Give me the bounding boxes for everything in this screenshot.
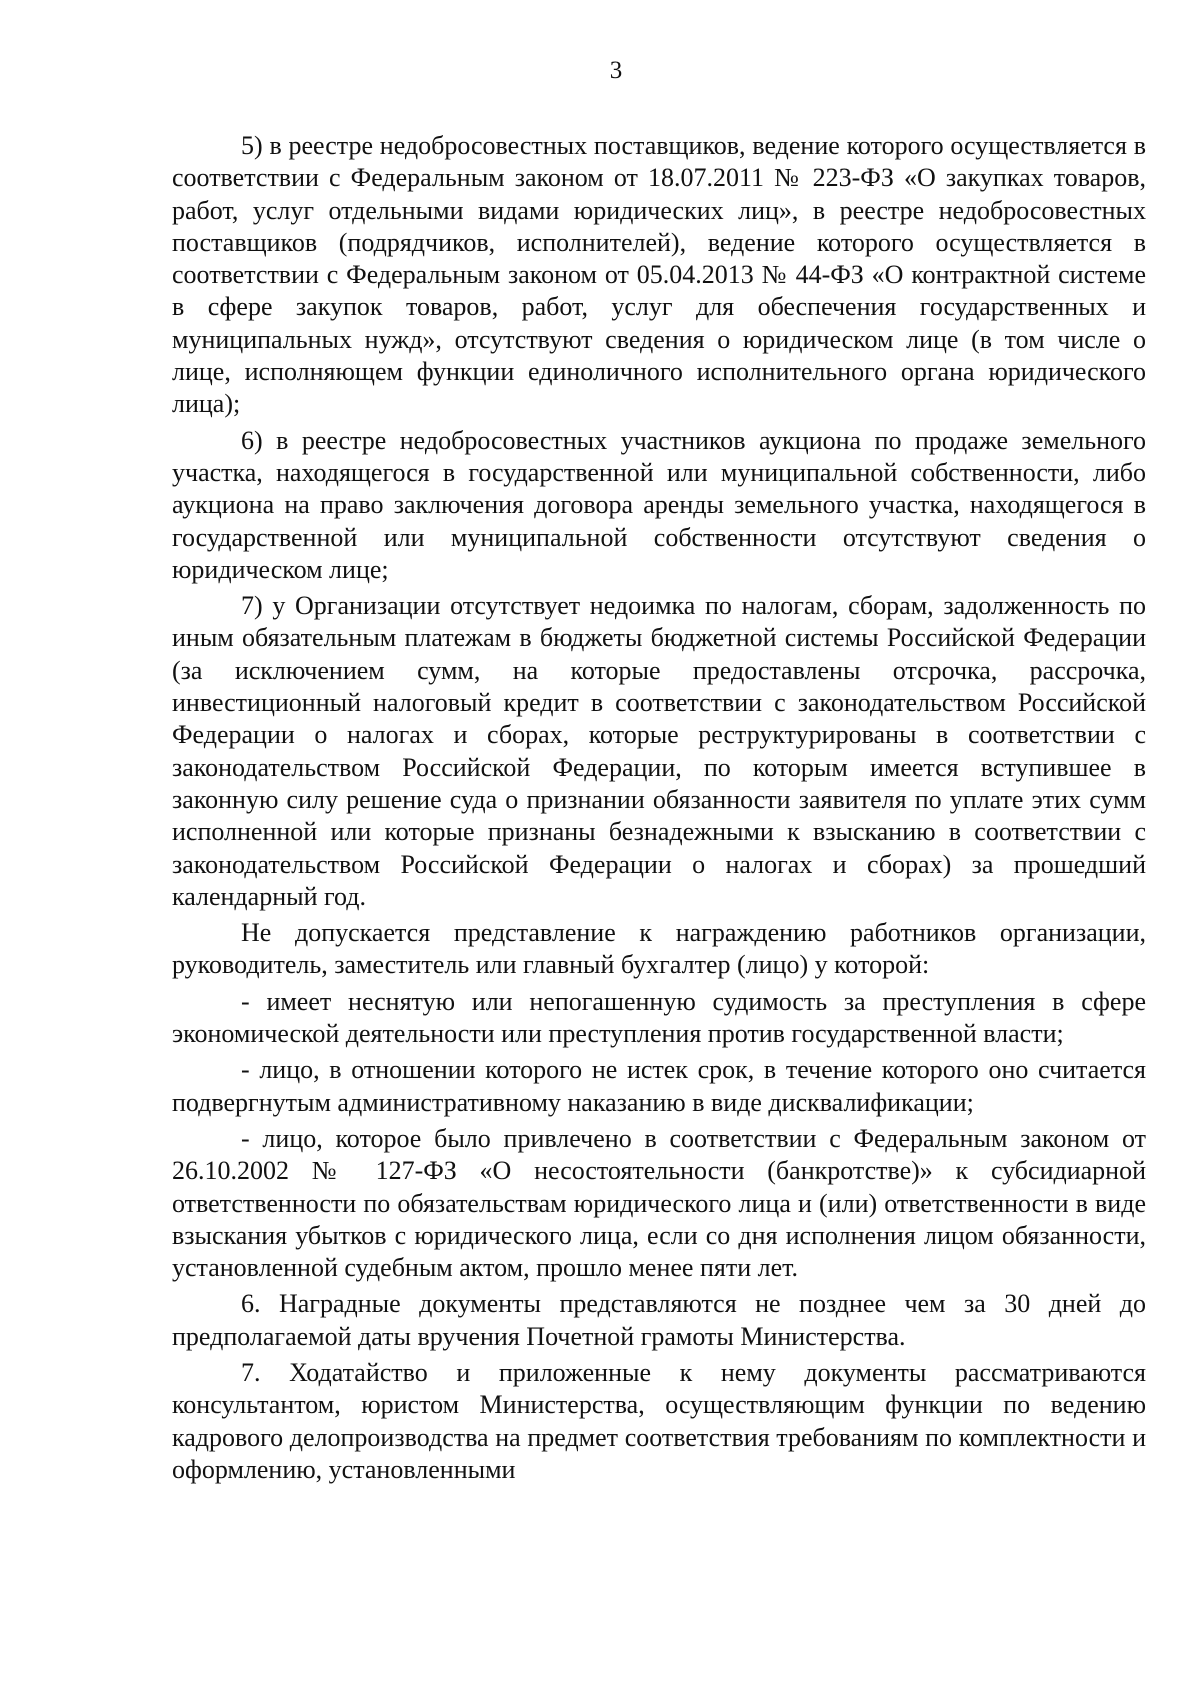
paragraph-restriction-bankruptcy: - лицо, которое было привлечено в соответствии с Федеральным законом от 26.10.2002 № 127-ФЗ «О несостоятельности (банкротстве)» к субсидиарной ответственности по обязательствам юридического лица и (или) ответственности в виде взыскания убытков с юридического лица, если со дня исполнения лицом обязанности, установленной судебным актом, прошло менее пяти лет. <box>172 1123 1146 1283</box>
paragraph-section-7: 7. Ходатайство и приложенные к нему документы рассматриваются консультантом, юристом Министерства, осуществляющим функции по ведению кадрового делопроизводства на предмет соответствия требованиям по комплектности и оформлению, установленными <box>172 1357 1146 1484</box>
paragraph-section-6: 6. Наградные документы представляются не позднее чем за 30 дней до предполагаемой даты вручения Почетной грамоты Министерства. <box>172 1289 1146 1351</box>
paragraph-restriction-disqualification: - лицо, в отношении которого не истек срок, в течение которого оно считается подвергнутым административному наказанию в виде дисквалификации; <box>172 1055 1146 1117</box>
paragraph-item-5: 5) в реестре недобросовестных поставщиков, ведение которого осуществляется в соответствии с Федеральным законом от 18.07.2011 № 223-ФЗ «О закупках товаров, работ, услуг отдельными видами юридических лиц», в реестре недобросовестных поставщиков (подрядчиков, исполнителей), ведение которого осуществляется в соответствии с Федеральным законом от 05.04.2013 № 44-ФЗ «О контрактной системе в сфере закупок товаров, работ, услуг для обеспечения государственных и муниципальных нужд», отсутствуют сведения о юридическом лице (в том числе о лице, исполняющем функции единоличного исполнительного органа юридического лица); <box>172 131 1146 419</box>
page-number: 3 <box>609 57 623 84</box>
document-body <box>172 130 1146 1486</box>
paragraph-restriction-criminal-record: - имеет неснятую или непогашенную судимость за преступления в сфере экономической деятельности или преступления против государственной власти; <box>172 986 1146 1049</box>
paragraph-item-7: 7) у Организации отсутствует недоимка по налогам, сборам, задолженность по иным обязательным платежам в бюджеты бюджетной системы Российской Федерации (за исключением сумм, на которые предоставлены отсрочка, рассрочка, инвестиционный налоговый кредит в соответствии с законодательством Российской Федерации о налогах и сборах, которые реструктурированы в соответствии с законодательством Российской Федерации, по которым имеется вступившее в законную силу решение суда о признании обязанности заявителя по уплате этих сумм исполненной или которые признаны безнадежными к взысканию в соответствии с законодательством Российской Федерации о налогах и сборах) за прошедший календарный год. <box>172 591 1146 911</box>
paragraph-restriction-intro: Не допускается представление к награждению работников организации, руководитель, заместитель или главный бухгалтер (лицо) у которой: <box>172 918 1146 980</box>
paragraph-item-6: 6) в реестре недобросовестных участников аукциона по продаже земельного участка, находящегося в государственной или муниципальной собственности, либо аукциона на право заключения договора аренды земельного участка, находящегося в государственной или муниципальной собственности отсутствуют сведения о юридическом лице; <box>172 425 1146 584</box>
